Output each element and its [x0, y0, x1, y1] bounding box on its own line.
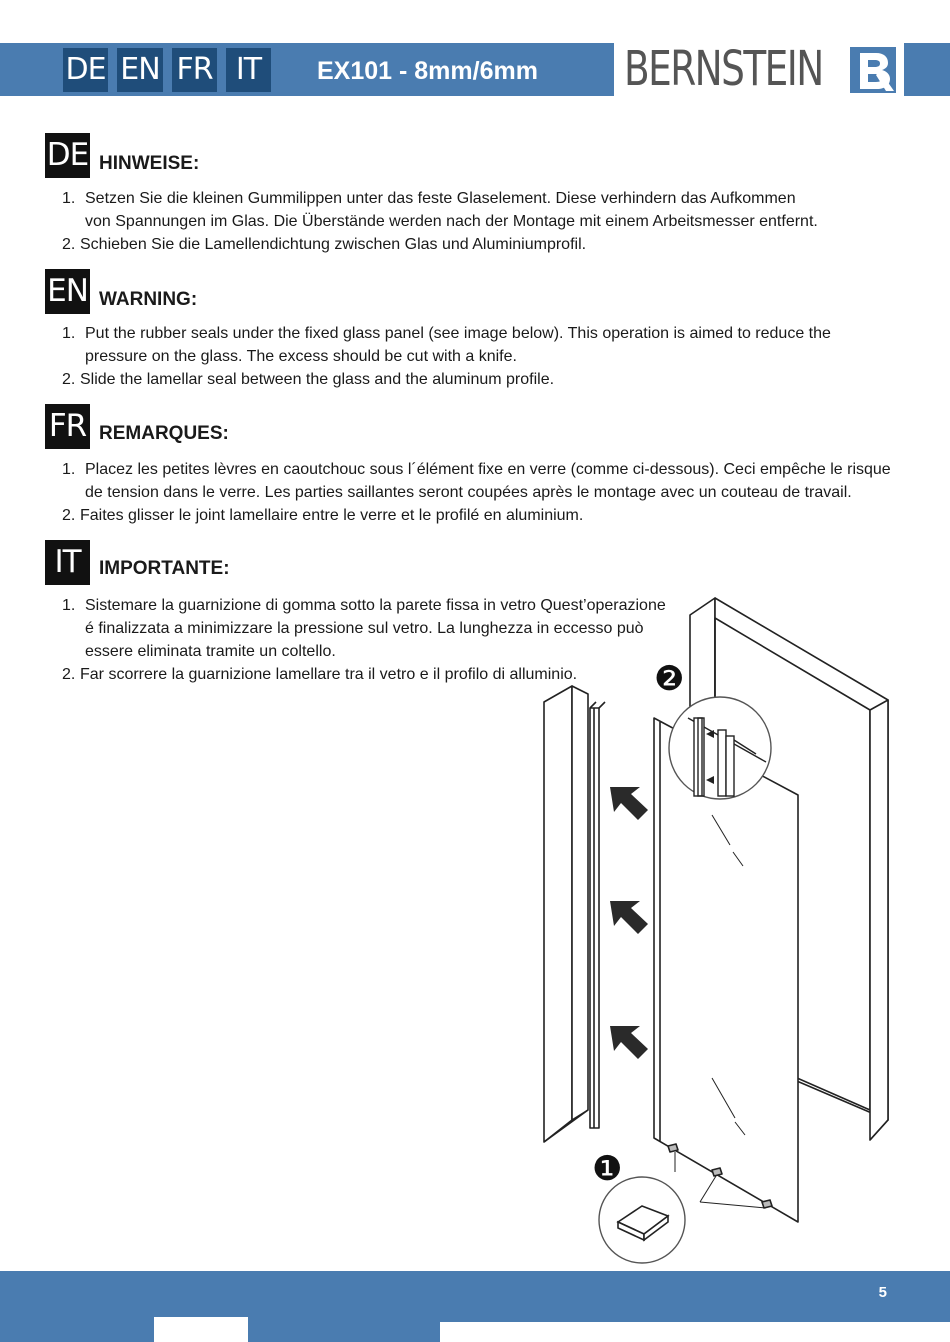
section-badge-fr: FR: [45, 404, 90, 449]
section-badge-de: DE: [45, 133, 90, 178]
footer-tab: [154, 1317, 248, 1342]
page-number: 5: [878, 1284, 887, 1301]
footer-tab: [440, 1322, 950, 1342]
left-wall-edge: [544, 686, 572, 1142]
list-item-text: Schieben Sie die Lamellendichtung zwischen Glas und Aluminiumprofil.: [80, 236, 587, 253]
brand-logo: [614, 43, 904, 96]
list-item-text: von Spannungen im Glas. Die Überstände werden nach der Montage mit einem Arbeitsmesser entfernt.: [85, 213, 818, 230]
list-number: 2.: [62, 236, 76, 253]
list-item-text: Far scorrere la guarnizione lamellare tra il vetro e il profilo di alluminio.: [80, 666, 578, 683]
brand-name: BERNSTEIN: [624, 41, 823, 97]
list-number: 2.: [62, 507, 76, 524]
list-number: 2.: [62, 666, 76, 683]
list-item-text: Faites glisser le joint lamellaire entre le verre et le profilé en aluminium.: [80, 507, 584, 524]
section-heading-it: IMPORTANTE:: [99, 558, 230, 579]
section-heading-de: HINWEISE:: [99, 153, 200, 174]
detail-circle-lamellar-seal: [669, 697, 771, 799]
list-item-text: essere eliminata tramite un coltello.: [85, 643, 336, 660]
list-item-text: Put the rubber seals under the fixed glass panel (see image below). This operation is aimed to reduce the: [85, 325, 831, 342]
lang-tab-fr[interactable]: FR: [172, 48, 217, 92]
document-title: EX101 - 8mm/6mm: [317, 57, 538, 85]
brand-mark-icon: [850, 47, 896, 93]
list-item-text: Sistemare la guarnizione di gomma sotto la parete fissa in vetro Quest’operazione: [85, 597, 666, 614]
list-number: 1.: [62, 597, 76, 614]
list-number: 1.: [62, 461, 76, 478]
step-label-2: ❷: [654, 659, 685, 699]
list-item-text: Setzen Sie die kleinen Gummilippen unter das feste Glaselement. Diese verhindern das Aufkommen: [85, 190, 796, 207]
installation-illustration: [530, 590, 900, 1270]
list-item-text: é finalizzata a minimizzare la pressione sul vetro. La lunghezza in eccesso può: [85, 620, 644, 637]
list-number: 2.: [62, 371, 76, 388]
lang-tab-en[interactable]: EN: [117, 48, 163, 92]
list-item-text: Placez les petites lèvres en caoutchouc sous l´élément fixe en verre (comme ci-dessous). Ceci empêche le risque: [85, 461, 891, 478]
list-item-text: pressure on the glass. The excess should be cut with a knife.: [85, 348, 517, 365]
section-heading-fr: REMARQUES:: [99, 423, 229, 444]
list-number: 1.: [62, 190, 76, 207]
step-label-1: ❶: [592, 1149, 623, 1189]
lang-tab-de[interactable]: DE: [63, 48, 108, 92]
lang-tab-it[interactable]: IT: [226, 48, 271, 92]
push-arrow-icon: [610, 1026, 648, 1059]
section-badge-en: EN: [45, 269, 90, 314]
list-number: 1.: [62, 325, 76, 342]
detail-circle-rubber-seal: [599, 1177, 685, 1263]
push-arrow-icon: [610, 901, 648, 934]
list-item-text: Slide the lamellar seal between the glass and the aluminum profile.: [80, 371, 555, 388]
section-badge-it: IT: [45, 540, 90, 585]
list-item-text: de tension dans le verre. Les parties saillantes seront coupées après le montage avec un couteau de travail.: [85, 484, 852, 501]
push-arrow-icon: [610, 787, 648, 820]
list-item: [62, 189, 75, 209]
section-heading-en: WARNING:: [99, 289, 198, 310]
